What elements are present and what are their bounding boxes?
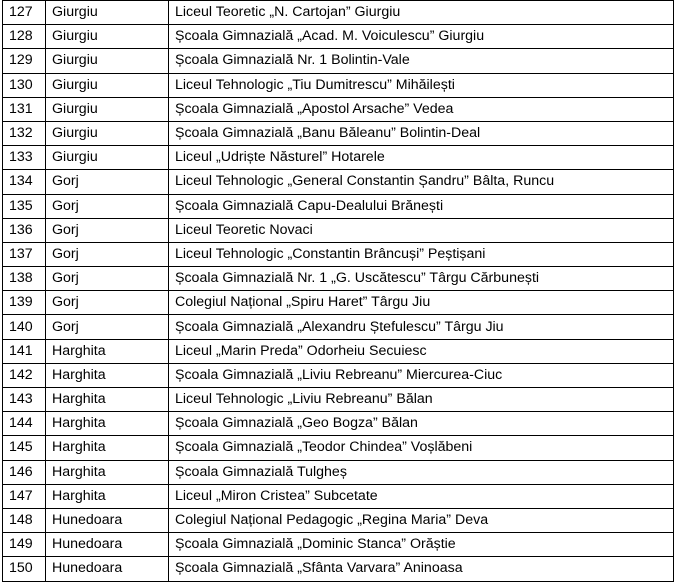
school-name-cell: Liceul Teoretic Novaci	[169, 218, 674, 242]
county-cell: Giurgiu	[46, 121, 169, 145]
school-name-cell: Școala Gimnazială Tulgheș	[169, 460, 674, 484]
school-name-cell: Școala Gimnazială „Teodor Chindea” Voșlăbeni	[169, 436, 674, 460]
table-row	[3, 315, 674, 339]
table-row	[3, 121, 674, 145]
county-cell: Giurgiu	[46, 73, 169, 97]
county-cell: Gorj	[46, 267, 169, 291]
row-number-cell: 145	[3, 436, 46, 460]
table-row	[3, 460, 674, 484]
county-cell: Hunedoara	[46, 508, 169, 532]
county-cell: Gorj	[46, 218, 169, 242]
county-cell: Hunedoara	[46, 557, 169, 581]
row-number-cell: 130	[3, 73, 46, 97]
county-cell: Gorj	[46, 194, 169, 218]
table-row	[3, 1, 674, 25]
school-name-cell: Liceul Tehnologic „Constantin Brâncuși” Peștișani	[169, 242, 674, 266]
county-cell: Giurgiu	[46, 97, 169, 121]
table-row	[3, 97, 674, 121]
row-number-cell: 147	[3, 484, 46, 508]
county-cell: Gorj	[46, 315, 169, 339]
school-name-cell: Colegiul Național „Spiru Haret” Târgu Jiu	[169, 291, 674, 315]
county-cell: Harghita	[46, 460, 169, 484]
row-number-cell: 141	[3, 339, 46, 363]
table-row	[3, 484, 674, 508]
row-number-cell: 149	[3, 533, 46, 557]
school-name-cell: Școala Gimnazială Nr. 1 „G. Uscătescu” Târgu Cărbunești	[169, 267, 674, 291]
school-name-cell: Școala Gimnazială „Banu Băleanu” Bolintin-Deal	[169, 121, 674, 145]
school-name-cell: Școala Gimnazială „Geo Bogza” Bălan	[169, 412, 674, 436]
school-name-cell: Colegiul Național Pedagogic „Regina Maria” Deva	[169, 508, 674, 532]
row-number-cell: 140	[3, 315, 46, 339]
row-number-cell: 132	[3, 121, 46, 145]
table-row	[3, 218, 674, 242]
table-row	[3, 533, 674, 557]
table-row	[3, 73, 674, 97]
table-row	[3, 25, 674, 49]
table-row	[3, 146, 674, 170]
county-cell: Gorj	[46, 242, 169, 266]
row-number-cell: 146	[3, 460, 46, 484]
school-name-cell: Școala Gimnazială „Dominic Stanca” Orăștie	[169, 533, 674, 557]
county-cell: Harghita	[46, 412, 169, 436]
county-cell: Gorj	[46, 291, 169, 315]
county-cell: Giurgiu	[46, 1, 169, 25]
county-cell: Giurgiu	[46, 49, 169, 73]
school-name-cell: Școala Gimnazială Nr. 1 Bolintin-Vale	[169, 49, 674, 73]
county-cell: Hunedoara	[46, 533, 169, 557]
county-cell: Harghita	[46, 436, 169, 460]
table-row	[3, 508, 674, 532]
school-name-cell: Școala Gimnazială „Sfânta Varvara” Aninoasa	[169, 557, 674, 581]
school-name-cell: Școala Gimnazială „Acad. M. Voiculescu” Giurgiu	[169, 25, 674, 49]
county-cell: Giurgiu	[46, 25, 169, 49]
table-row	[3, 363, 674, 387]
county-cell: Harghita	[46, 484, 169, 508]
row-number-cell: 138	[3, 267, 46, 291]
table-row	[3, 436, 674, 460]
table-row	[3, 170, 674, 194]
row-number-cell: 143	[3, 388, 46, 412]
row-number-cell: 136	[3, 218, 46, 242]
row-number-cell: 142	[3, 363, 46, 387]
school-name-cell: Liceul „Udriște Năsturel” Hotarele	[169, 146, 674, 170]
school-name-cell: Liceul Teoretic „N. Cartojan” Giurgiu	[169, 1, 674, 25]
school-name-cell: Școala Gimnazială Capu-Dealului Brănești	[169, 194, 674, 218]
row-number-cell: 135	[3, 194, 46, 218]
table-row	[3, 557, 674, 581]
table-row	[3, 412, 674, 436]
county-cell: Giurgiu	[46, 146, 169, 170]
row-number-cell: 137	[3, 242, 46, 266]
county-cell: Harghita	[46, 363, 169, 387]
row-number-cell: 129	[3, 49, 46, 73]
row-number-cell: 131	[3, 97, 46, 121]
row-number-cell: 150	[3, 557, 46, 581]
table-row	[3, 339, 674, 363]
school-name-cell: Liceul „Miron Cristea” Subcetate	[169, 484, 674, 508]
schools-table	[2, 0, 674, 582]
school-name-cell: Liceul Tehnologic „General Constantin Șandru” Bâlta, Runcu	[169, 170, 674, 194]
table-row	[3, 291, 674, 315]
schools-table-body	[3, 1, 674, 582]
table-row	[3, 194, 674, 218]
row-number-cell: 148	[3, 508, 46, 532]
school-name-cell: Școala Gimnazială „Liviu Rebreanu” Miercurea-Ciuc	[169, 363, 674, 387]
table-row	[3, 242, 674, 266]
county-cell: Harghita	[46, 339, 169, 363]
row-number-cell: 128	[3, 25, 46, 49]
school-name-cell: Liceul „Marin Preda” Odorheiu Secuiesc	[169, 339, 674, 363]
school-name-cell: Școala Gimnazială „Apostol Arsache” Vedea	[169, 97, 674, 121]
table-row	[3, 49, 674, 73]
table-row	[3, 267, 674, 291]
school-name-cell: Liceul Tehnologic „Tiu Dumitrescu” Mihăilești	[169, 73, 674, 97]
row-number-cell: 139	[3, 291, 46, 315]
row-number-cell: 134	[3, 170, 46, 194]
table-row	[3, 388, 674, 412]
county-cell: Harghita	[46, 388, 169, 412]
row-number-cell: 127	[3, 1, 46, 25]
county-cell: Gorj	[46, 170, 169, 194]
row-number-cell: 133	[3, 146, 46, 170]
school-name-cell: Școala Gimnazială „Alexandru Ștefulescu” Târgu Jiu	[169, 315, 674, 339]
row-number-cell: 144	[3, 412, 46, 436]
school-name-cell: Liceul Tehnologic „Liviu Rebreanu” Bălan	[169, 388, 674, 412]
